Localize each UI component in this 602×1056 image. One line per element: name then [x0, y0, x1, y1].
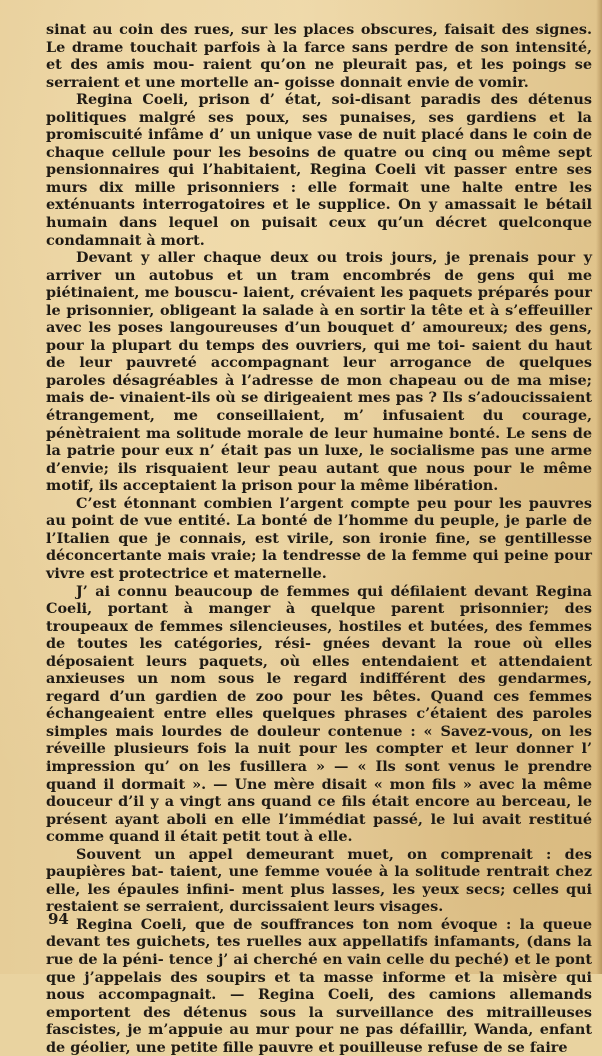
- page-number: 94: [48, 910, 69, 928]
- page-edge-shadow: [596, 0, 602, 974]
- paragraph-4: C’est étonnant combien l’argent compte peu pour les pauvres au point de vue entité. La bonté de l’homme du peuple, je parle de l’Italien que je connais, est virile, son ironie fine, se gentillesse déconcertante mais vraie; la tendresse de la femme qui peine pour vivre est protectrice et maternelle.: [46, 494, 592, 582]
- paragraph-5: J’ ai connu beaucoup de femmes qui défilaient devant Regina Coeli, portant à manger à quelque parent prisonnier; des troupeaux de femmes silencieuses, hostiles et butées, des femmes de toutes les catégories, rési- gnées devant la roue où elles déposaient leurs paquets, où elles entendaient et attendaient anxieuses un nom sous le regard indifférent des gendarmes, regard d’un gardien de zoo pour les bêtes. Quand ces femmes échangeaient entre elles quelques phrases c’étaient des paroles simples mais lourdes de douleur contenue : « Savez-vous, on les réveille plusieurs fois la nuit pour les compter et leur donner l’ impression qu’ on les fusillera » — « Ils sont venus le prendre quand il dormait ». — Une mère disait « mon fils » avec la même douceur d’il y a vingt ans quand ce fils était encore au berceau, le présent ayant aboli en elle l’immédiat passé, le lui avait restitué comme quand il était petit tout à elle.: [46, 582, 592, 846]
- paragraph-1: sinat au coin des rues, sur les places obscures, faisait des signes. Le drame touchait parfois à la farce sans perdre de son intensité, et des amis mou- raient qu’on ne pleurait pas, et les poings se serraient et une mortelle an- goisse donnait envie de vomir.: [46, 21, 592, 91]
- paragraph-6: Souvent un appel demeurant muet, on comprenait : des paupières bat- taient, une femme vouée à la solitude rentrait chez elle, les épaules infini- ment plus lasses, les yeux secs; celles qui restaient se serraient, durcissaient leurs visages.: [46, 845, 592, 916]
- paragraph-3: Devant y aller chaque deux ou trois jours, je prenais pour y arriver un autobus et un tram encombrés de gens qui me piétinaient, me bouscu- laient, crévaient les paquets préparés pour le prisonnier, obligeant la salade à en sortir la tête et à s’effeuiller avec les poses langoureuses d’un bouquet d’ amoureux; des gens, pour la plupart du temps des ouvriers, qui me toi- saient du haut de leur pauvreté accompagnant leur arrogance de quelques paroles désagréables à l’adresse de mon chapeau ou de ma mise; mais de- vinaient-ils où se dirigeaient mes pas ? Ils s’adoucissaient étrangement, me conseillaient, m’ infusaient du courage, pénètraient ma solitude morale de leur humaine bonté. Le sens de la patrie pour eux n’ était pas un luxe, le socialisme pas une arme d’envie; ils risquaient leur peau autant que nous pour le même motif, ils acceptaient la prison pour la même libération.: [46, 249, 592, 495]
- paragraph-2: Regina Coeli, prison d’ état, soi-disant paradis des détenus politiques malgré ses poux, ses punaises, ses gardiens et la promiscuité infâme d’ un unique vase de nuit placé dans le coin de chaque cellule pour les besoins de quatre ou cinq ou même sept pensionnaires qui l’habitaient, Regina Coeli vit passer entre ses murs dix mille prisonniers : elle formait une halte entre les exténuants interrogatoires et le supplice. On y amassait le bétail humain dans lequel on puisait ceux qu’un décret quelconque condamnait à mort.: [46, 91, 592, 249]
- body-text: [46, 21, 592, 1056]
- paragraph-7: Regina Coeli, que de souffrances ton nom évoque : la queue devant tes guichets, tes ruelles aux appellatifs infamants, (dans la rue de la péni- tence j’ ai cherché en vain celle du peché) et le pont que j’appelais des soupirs et ta masse informe et la misère qui nous accompagnait. — Regina Coeli, des camions allemands emportent des détenus sous la surveillance des mitrailleuses fascistes, je m’appuie au mur pour ne pas défaillir, Wanda, enfant de géolier, une petite fille pauvre et pouilleuse refuse de se faire: [46, 915, 592, 1056]
